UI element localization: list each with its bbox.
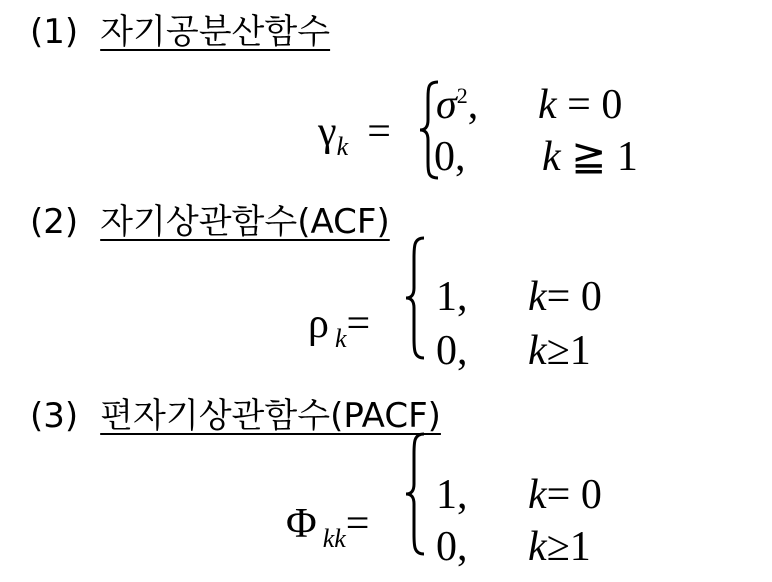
- formula-1-condition-2: [542, 136, 638, 178]
- formula-1-case-2: [434, 136, 466, 178]
- left-brace-icon: [404, 236, 428, 360]
- case-value: 0,: [436, 524, 468, 570]
- condition-variable: k: [528, 472, 547, 518]
- rho-symbol: ρ: [308, 301, 329, 347]
- left-brace-icon: [404, 432, 428, 556]
- section-title: 자기상관함수(ACF): [100, 202, 390, 242]
- section-3-heading: [30, 396, 441, 436]
- formula-3-case-2: [436, 526, 468, 568]
- condition-text: ≥1: [546, 524, 591, 570]
- condition-text: ≧ 1: [571, 134, 638, 180]
- condition-variable: k: [528, 274, 547, 320]
- formula-2-lhs: [308, 300, 371, 353]
- gamma-symbol: γ: [318, 109, 337, 155]
- equals-sign: =: [367, 109, 391, 155]
- condition-text: = 0: [546, 274, 602, 320]
- condition-variable: k: [538, 82, 557, 128]
- case-value: 1,: [436, 472, 468, 518]
- equals-sign: =: [346, 301, 371, 347]
- condition-text: ≥1: [546, 328, 591, 374]
- case-superscript: 2: [456, 83, 468, 108]
- section-number: (1): [30, 12, 79, 52]
- case-comma: ,: [467, 82, 479, 128]
- equals-sign: =: [345, 501, 370, 547]
- case-value: 0,: [434, 134, 466, 180]
- formula-2-condition-2: [528, 330, 591, 372]
- condition-variable: k: [528, 328, 547, 374]
- formula-1-lhs: [318, 108, 391, 161]
- section-title: 편자기상관함수(PACF): [100, 396, 441, 436]
- condition-text: = 0: [546, 472, 602, 518]
- case-value: σ: [436, 82, 457, 128]
- subscript: k: [336, 132, 349, 161]
- formula-1-condition-1: [538, 84, 622, 126]
- formula-3-case-1: [436, 474, 468, 516]
- section-1-heading: [30, 12, 330, 52]
- case-value: 1,: [436, 274, 468, 320]
- formula-2-case-2: [436, 330, 468, 372]
- condition-variable: k: [528, 524, 547, 570]
- section-number: (2): [30, 202, 79, 242]
- section-number: (3): [30, 396, 79, 436]
- formula-3-condition-2: [528, 526, 591, 568]
- formula-2-case-1: [436, 276, 468, 318]
- condition-variable: k: [542, 134, 561, 180]
- formula-3-lhs: [286, 500, 370, 553]
- formula-1-case-1: [436, 84, 478, 126]
- formula-3-condition-1: [528, 474, 602, 516]
- condition-text: = 0: [567, 82, 623, 128]
- subscript: kk: [322, 524, 346, 553]
- section-2-heading: [30, 202, 390, 242]
- section-title: 자기공분산함수: [100, 12, 331, 52]
- case-value: 0,: [436, 328, 468, 374]
- phi-symbol: Φ: [286, 501, 317, 547]
- formula-2-condition-1: [528, 276, 602, 318]
- subscript: k: [334, 324, 347, 353]
